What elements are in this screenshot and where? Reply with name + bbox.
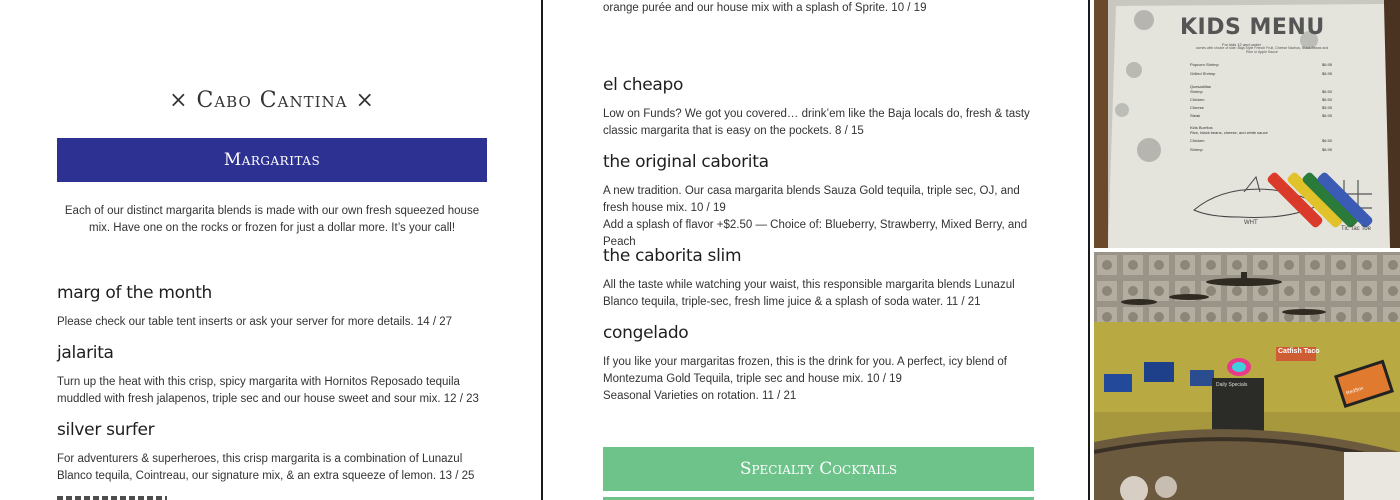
kids-menu-subtitle-2: comes with choice of side: Baja Style French Fruit, Cheese Nachos, Black Beans and Rice or Apple Sauce [1195, 46, 1329, 54]
specials-board-title: Daily Specials [1216, 382, 1248, 388]
truncated-item-title [57, 492, 177, 500]
kids-menu-photo[interactable] [1094, 0, 1400, 248]
menu-middle-column [543, 0, 1088, 500]
restaurant-interior-photo[interactable] [1094, 252, 1400, 500]
brand-title: × Cabo Cantina × [169, 88, 375, 113]
kids-item-price: $6.95 [1321, 62, 1332, 67]
item-description: Turn up the heat with this crisp, spicy margarita with Hornitos Reposado tequila muddled with fresh jalapenos, triple sec and our house sweet and sour mix. 12 / 23 [57, 376, 479, 405]
item-description: A new tradition. Our casa margarita blends Sauza Gold tequila, triple sec, OJ, and fresh house mix. 10 / 19 [603, 185, 1020, 214]
kids-item-name: Kids Burritos [1190, 125, 1213, 130]
item-extra-note: Seasonal Varieties on rotation. 11 / 21 [603, 390, 797, 402]
item-title: marg of the month [57, 283, 213, 303]
item-description: For adventurers & superheroes, this crisp margarita is a combination of Lunazul Blanco tequila, Cointreau, our signature mix, & an extra squeeze of lemon. 13 / 25 [57, 453, 475, 482]
kids-item-name: Shrimp [1190, 89, 1203, 94]
kids-item-price: $6.50 [1321, 138, 1332, 143]
kids-item-price: $6.95 [1321, 71, 1332, 76]
restaurant-photo-art [1094, 252, 1400, 500]
kids-item-price: $5.95 [1321, 105, 1332, 110]
kids-item-name: Steak [1190, 113, 1201, 118]
item-description: All the taste while watching your waist, this responsible margarita blends Lunazul Blanco tequila, triple-sec, fresh lime juice & a splash of soda water. 11 / 21 [603, 279, 1015, 308]
kids-item-name: Rice, black beans, cheese, and white sauce [1190, 130, 1268, 135]
menu-left-column [0, 0, 541, 500]
kids-menu-items [1190, 62, 1332, 155]
kids-item-name: Cheese [1190, 105, 1204, 110]
kids-item-price: $6.95 [1321, 113, 1332, 118]
item-description: Please check our table tent inserts or ask your server for more details. 14 / 27 [57, 316, 453, 328]
tv-badge-text: RedSox [1345, 385, 1365, 397]
item-title: silver surfer [57, 420, 155, 440]
kids-menu-row [1190, 71, 1332, 84]
kids-item-name: Popcorn Shrimp [1190, 62, 1219, 67]
intro-text: Each of our distinct margarita blends is made with our own fresh squeezed house mix. Have one on the rocks or frozen for just a dollar more. It’s your call! [64, 205, 480, 234]
photo-column [1091, 0, 1400, 500]
kids-item-name: Chicken [1190, 97, 1205, 102]
kids-menu-subtitle: For kids 12 and under [1222, 42, 1261, 47]
kids-item-price: $6.50 [1321, 89, 1332, 94]
kids-menu-row [1190, 113, 1332, 125]
column-divider [1088, 0, 1090, 500]
item-title: the original caborita [603, 152, 769, 172]
kids-item-name: Chicken [1190, 138, 1205, 143]
item-description: If you like your margaritas frozen, this is the drink for you. A perfect, icy blend of Montezuma Gold Tequila, triple sec and house mix. 10 / 19 [603, 356, 1007, 385]
kids-menu-row [1190, 138, 1332, 147]
kids-menu-row [1190, 105, 1332, 113]
tic-tac-toe-label: Tic Tac Toe [1341, 226, 1371, 232]
kids-menu-row [1190, 89, 1332, 97]
kids-menu-title: KIDS MENU [1180, 15, 1325, 40]
margaritas-banner: Margaritas [57, 138, 487, 182]
item-extra-note: Add a splash of flavor +$2.50 — Choice of: Blueberry, Strawberry, Mixed Berry, and Peach [603, 219, 1028, 248]
specialty-cocktails-banner: Specialty Cocktails [603, 447, 1034, 491]
item-title: el cheapo [603, 75, 684, 95]
neon-sign-text: Catfish Taco [1278, 348, 1320, 355]
shark-label: WHT [1244, 220, 1258, 226]
kids-item-name: Shrimp [1190, 147, 1203, 152]
kids-item-name: Grilled Shrimp [1190, 71, 1216, 76]
kids-item-price: $6.50 [1321, 97, 1332, 102]
kids-item-name: Quesadillas [1190, 84, 1211, 89]
item-description: Low on Funds? We got you covered… drink’em like the Baja locals do, fresh & tasty classic margarita that is easy on the pockets. 8 / 15 [603, 108, 1030, 137]
kids-menu-row [1190, 147, 1332, 155]
item-title: jalarita [57, 343, 114, 363]
item-title: the caborita slim [603, 246, 742, 266]
item-title: congelado [603, 323, 689, 343]
kids-menu-row [1190, 130, 1332, 138]
kids-menu-row [1190, 62, 1332, 71]
kids-menu-row [1190, 97, 1332, 105]
item-description: orange purée and our house mix with a splash of Sprite. 10 / 19 [603, 2, 927, 14]
kids-item-price: $6.95 [1321, 147, 1332, 152]
